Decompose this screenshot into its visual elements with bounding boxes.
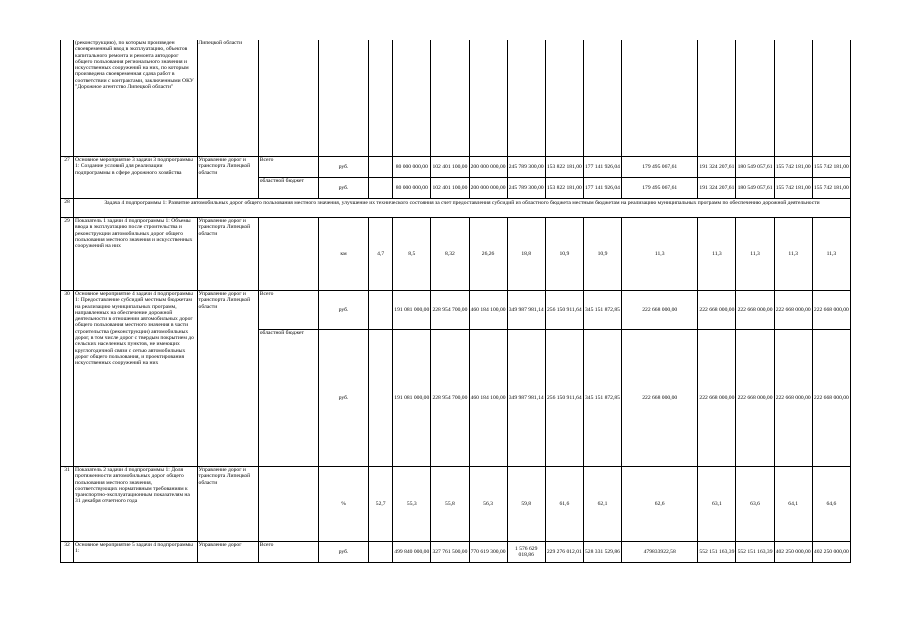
unit: руб.	[318, 291, 368, 330]
year-value: 63,1	[698, 467, 736, 542]
year-value: 402 250 000,00	[774, 542, 812, 563]
year-value: 177 141 926,04	[583, 157, 621, 178]
base-value: 52,7	[369, 467, 393, 542]
year-value: 345 151 872,85	[583, 330, 621, 467]
funding-source: Всего	[258, 157, 318, 178]
year-value: 64,6	[812, 467, 850, 542]
base-value	[369, 291, 393, 330]
table-row	[61, 157, 851, 178]
year-value: 177 141 926,04	[583, 178, 621, 199]
base-value	[369, 178, 393, 199]
year-value: 153 822 181,00	[545, 157, 583, 178]
funding-source	[258, 40, 318, 157]
measure-name: Основное мероприятие 3 задачи 3 подпрограммы 1: Создание условий для реализации подпрограммы в сфере дорожного хозяйства	[74, 157, 197, 199]
year-value: 80 000 000,00	[393, 157, 431, 178]
year-value: 180 549 057,61	[736, 157, 774, 178]
funding-source	[258, 218, 318, 291]
base-value	[369, 330, 393, 467]
row-number: 29	[61, 218, 74, 291]
year-value: 222 668 000,00	[774, 330, 812, 467]
year-value: 56,3	[469, 467, 507, 542]
year-value: 479833922,58	[622, 542, 698, 563]
year-value: 222 668 000,00	[774, 291, 812, 330]
year-value: 222 668 000,00	[812, 330, 850, 467]
year-value: 200 000 000,00	[469, 157, 507, 178]
year-value: 528 331 529,86	[583, 542, 621, 563]
year-value: 55,3	[393, 467, 431, 542]
year-value: 222 668 000,00	[698, 291, 736, 330]
year-value	[698, 40, 736, 157]
task-heading: Задача 4 подпрограммы 1: Развитие автомобильных дорог общего пользования местного значения, улучшение их технического состояния за счет предоставления субсидий из областного бюджета местным бюджетам на реализацию муниципальных программ по обеспечению дорожной деятельности	[74, 199, 851, 218]
year-value: 61,6	[545, 467, 583, 542]
row-number: 28	[61, 199, 74, 218]
year-value	[622, 40, 698, 157]
year-value	[736, 40, 774, 157]
executor: Управление дорог и транспорта Липецкой области	[197, 291, 258, 467]
year-value: 770 619 300,00	[469, 542, 507, 563]
row-number	[61, 40, 74, 157]
unit: %	[318, 467, 368, 542]
year-value: 62,6	[622, 467, 698, 542]
year-value: 245 789 300,00	[507, 157, 545, 178]
year-value: 18,8	[507, 218, 545, 291]
year-value: 349 987 981,14	[507, 291, 545, 330]
base-value	[369, 157, 393, 178]
year-value: 155 742 181,00	[774, 157, 812, 178]
year-value: 179 495 067,61	[622, 157, 698, 178]
year-value: 55,8	[431, 467, 469, 542]
table-row	[61, 40, 851, 157]
year-value: 155 742 181,00	[812, 157, 850, 178]
funding-source: Всего	[258, 542, 318, 563]
year-value: 256 150 911,64	[545, 291, 583, 330]
base-value	[369, 40, 393, 157]
year-value: 191 081 000,00	[393, 291, 431, 330]
measure-name: Показатель 2 задачи 4 подпрограммы 1: Доля протяженности автомобильных дорог общего пользования местного значения, соответствующих нормативным требованиям к транспортно-эксплуатационным показателям на 31 декабря отчетного года	[74, 467, 197, 542]
row-number: 30	[61, 291, 74, 467]
year-value: 191 324 207,61	[698, 157, 736, 178]
year-value: 222 668 000,00	[698, 330, 736, 467]
year-value: 327 761 500,00	[431, 542, 469, 563]
table-row	[61, 467, 851, 542]
year-value: 62,1	[583, 467, 621, 542]
year-value: 1 576 629 018,86	[507, 542, 545, 563]
year-value: 228 954 700,00	[431, 330, 469, 467]
year-value: 256 150 911,64	[545, 330, 583, 467]
year-value: 229 276 012,01	[545, 542, 583, 563]
year-value	[545, 40, 583, 157]
year-value: 11,3	[812, 218, 850, 291]
program-table	[60, 40, 851, 563]
year-value	[469, 40, 507, 157]
year-value: 402 250 000,00	[812, 542, 850, 563]
table-row	[61, 218, 851, 291]
unit	[318, 40, 368, 157]
year-value	[507, 40, 545, 157]
table-row	[61, 291, 851, 330]
year-value	[774, 40, 812, 157]
executor: Управление дорог и транспорта Липецкой области	[197, 467, 258, 542]
year-value: 8,5	[393, 218, 431, 291]
year-value: 345 151 872,85	[583, 291, 621, 330]
year-value: 191 081 000,00	[393, 330, 431, 467]
year-value: 11,3	[736, 218, 774, 291]
year-value: 228 954 700,00	[431, 291, 469, 330]
measure-name: Основное мероприятие 5 задачи 4 подпрограммы 1:	[74, 542, 197, 563]
executor: Управление дорог и транспорта Липецкой области	[197, 157, 258, 199]
year-value: 245 789 300,00	[507, 178, 545, 199]
funding-source: областной бюджет	[258, 330, 318, 467]
year-value: 222 668 000,00	[736, 291, 774, 330]
funding-source	[258, 467, 318, 542]
year-value: 59,8	[507, 467, 545, 542]
year-value: 63,6	[736, 467, 774, 542]
year-value: 499 840 000,00	[393, 542, 431, 563]
document-page	[60, 40, 851, 632]
year-value: 349 987 981,14	[507, 330, 545, 467]
year-value: 155 742 181,00	[774, 178, 812, 199]
funding-source: областной бюджет	[258, 178, 318, 199]
measure-name: Показатель 1 задачи 4 подпрограммы 1: Объемы ввода в эксплуатацию после строительства и реконструкции автомобильных дорог общего пользования местного значения и искусственных сооружений на них	[74, 218, 197, 291]
year-value: 153 822 181,00	[545, 178, 583, 199]
unit: руб.	[318, 157, 368, 178]
year-value	[393, 40, 431, 157]
year-value: 64,1	[774, 467, 812, 542]
year-value: 10,9	[583, 218, 621, 291]
row-number: 31	[61, 467, 74, 542]
year-value: 102 401 100,00	[431, 157, 469, 178]
year-value: 155 742 181,00	[812, 178, 850, 199]
task-row	[61, 199, 851, 218]
year-value	[431, 40, 469, 157]
year-value: 26,26	[469, 218, 507, 291]
year-value: 80 000 000,00	[393, 178, 431, 199]
base-value: 4,7	[369, 218, 393, 291]
measure-name: Основное мероприятие 4 задачи 4 подпрограммы 1: Предоставление субсидий местным бюджетам на реализацию муниципальных программ, направленных на обеспечение дорожной деятельности в отношении автомобильных дорог общего пользования местного значения в части строительства (реконструкции) автомобильных дорог, в том числе дорог с твердым покрытием до сельских населенных пунктов, не имеющих круглогодичной связи с сетью автомобильных дорог общего пользования, и проектирования искусственных сооружений на них	[74, 291, 197, 467]
year-value: 552 151 163,39	[698, 542, 736, 563]
executor: Управление дорог	[197, 542, 258, 563]
unit: км	[318, 218, 368, 291]
executor: Липецкой области	[197, 40, 258, 157]
year-value: 10,9	[545, 218, 583, 291]
executor: Управление дорог и транспорта Липецкой области	[197, 218, 258, 291]
table-row	[61, 542, 851, 563]
row-number: 32	[61, 542, 74, 563]
year-value: 460 184 100,00	[469, 330, 507, 467]
year-value: 11,3	[698, 218, 736, 291]
row-number: 27	[61, 157, 74, 199]
year-value: 191 324 207,61	[698, 178, 736, 199]
year-value: 102 401 100,00	[431, 178, 469, 199]
unit: руб.	[318, 178, 368, 199]
year-value	[812, 40, 850, 157]
base-value	[369, 542, 393, 563]
year-value: 8,32	[431, 218, 469, 291]
year-value: 11,3	[774, 218, 812, 291]
unit: руб.	[318, 542, 368, 563]
year-value: 552 151 163,39	[736, 542, 774, 563]
year-value: 179 495 067,61	[622, 178, 698, 199]
year-value: 180 549 057,61	[736, 178, 774, 199]
year-value: 200 000 000,00	[469, 178, 507, 199]
measure-name: (реконструкцию), по которым произведен своевременный ввод в эксплуатацию, объектов капитального ремонта и ремонта автодорог общего пользования регионального значения и искусственных сооружений на них, по которым произведена своевременная сдача работ в соответствии с контрактами, заключенными ОКУ "Дорожное агентство Липецкой области"	[74, 40, 197, 157]
year-value: 11,3	[622, 218, 698, 291]
year-value: 222 668 000,00	[622, 291, 698, 330]
year-value: 222 668 000,00	[812, 291, 850, 330]
unit: руб.	[318, 330, 368, 467]
year-value: 222 668 000,00	[736, 330, 774, 467]
year-value: 222 668 000,00	[622, 330, 698, 467]
year-value	[583, 40, 621, 157]
funding-source: Всего	[258, 291, 318, 330]
year-value: 460 184 100,00	[469, 291, 507, 330]
